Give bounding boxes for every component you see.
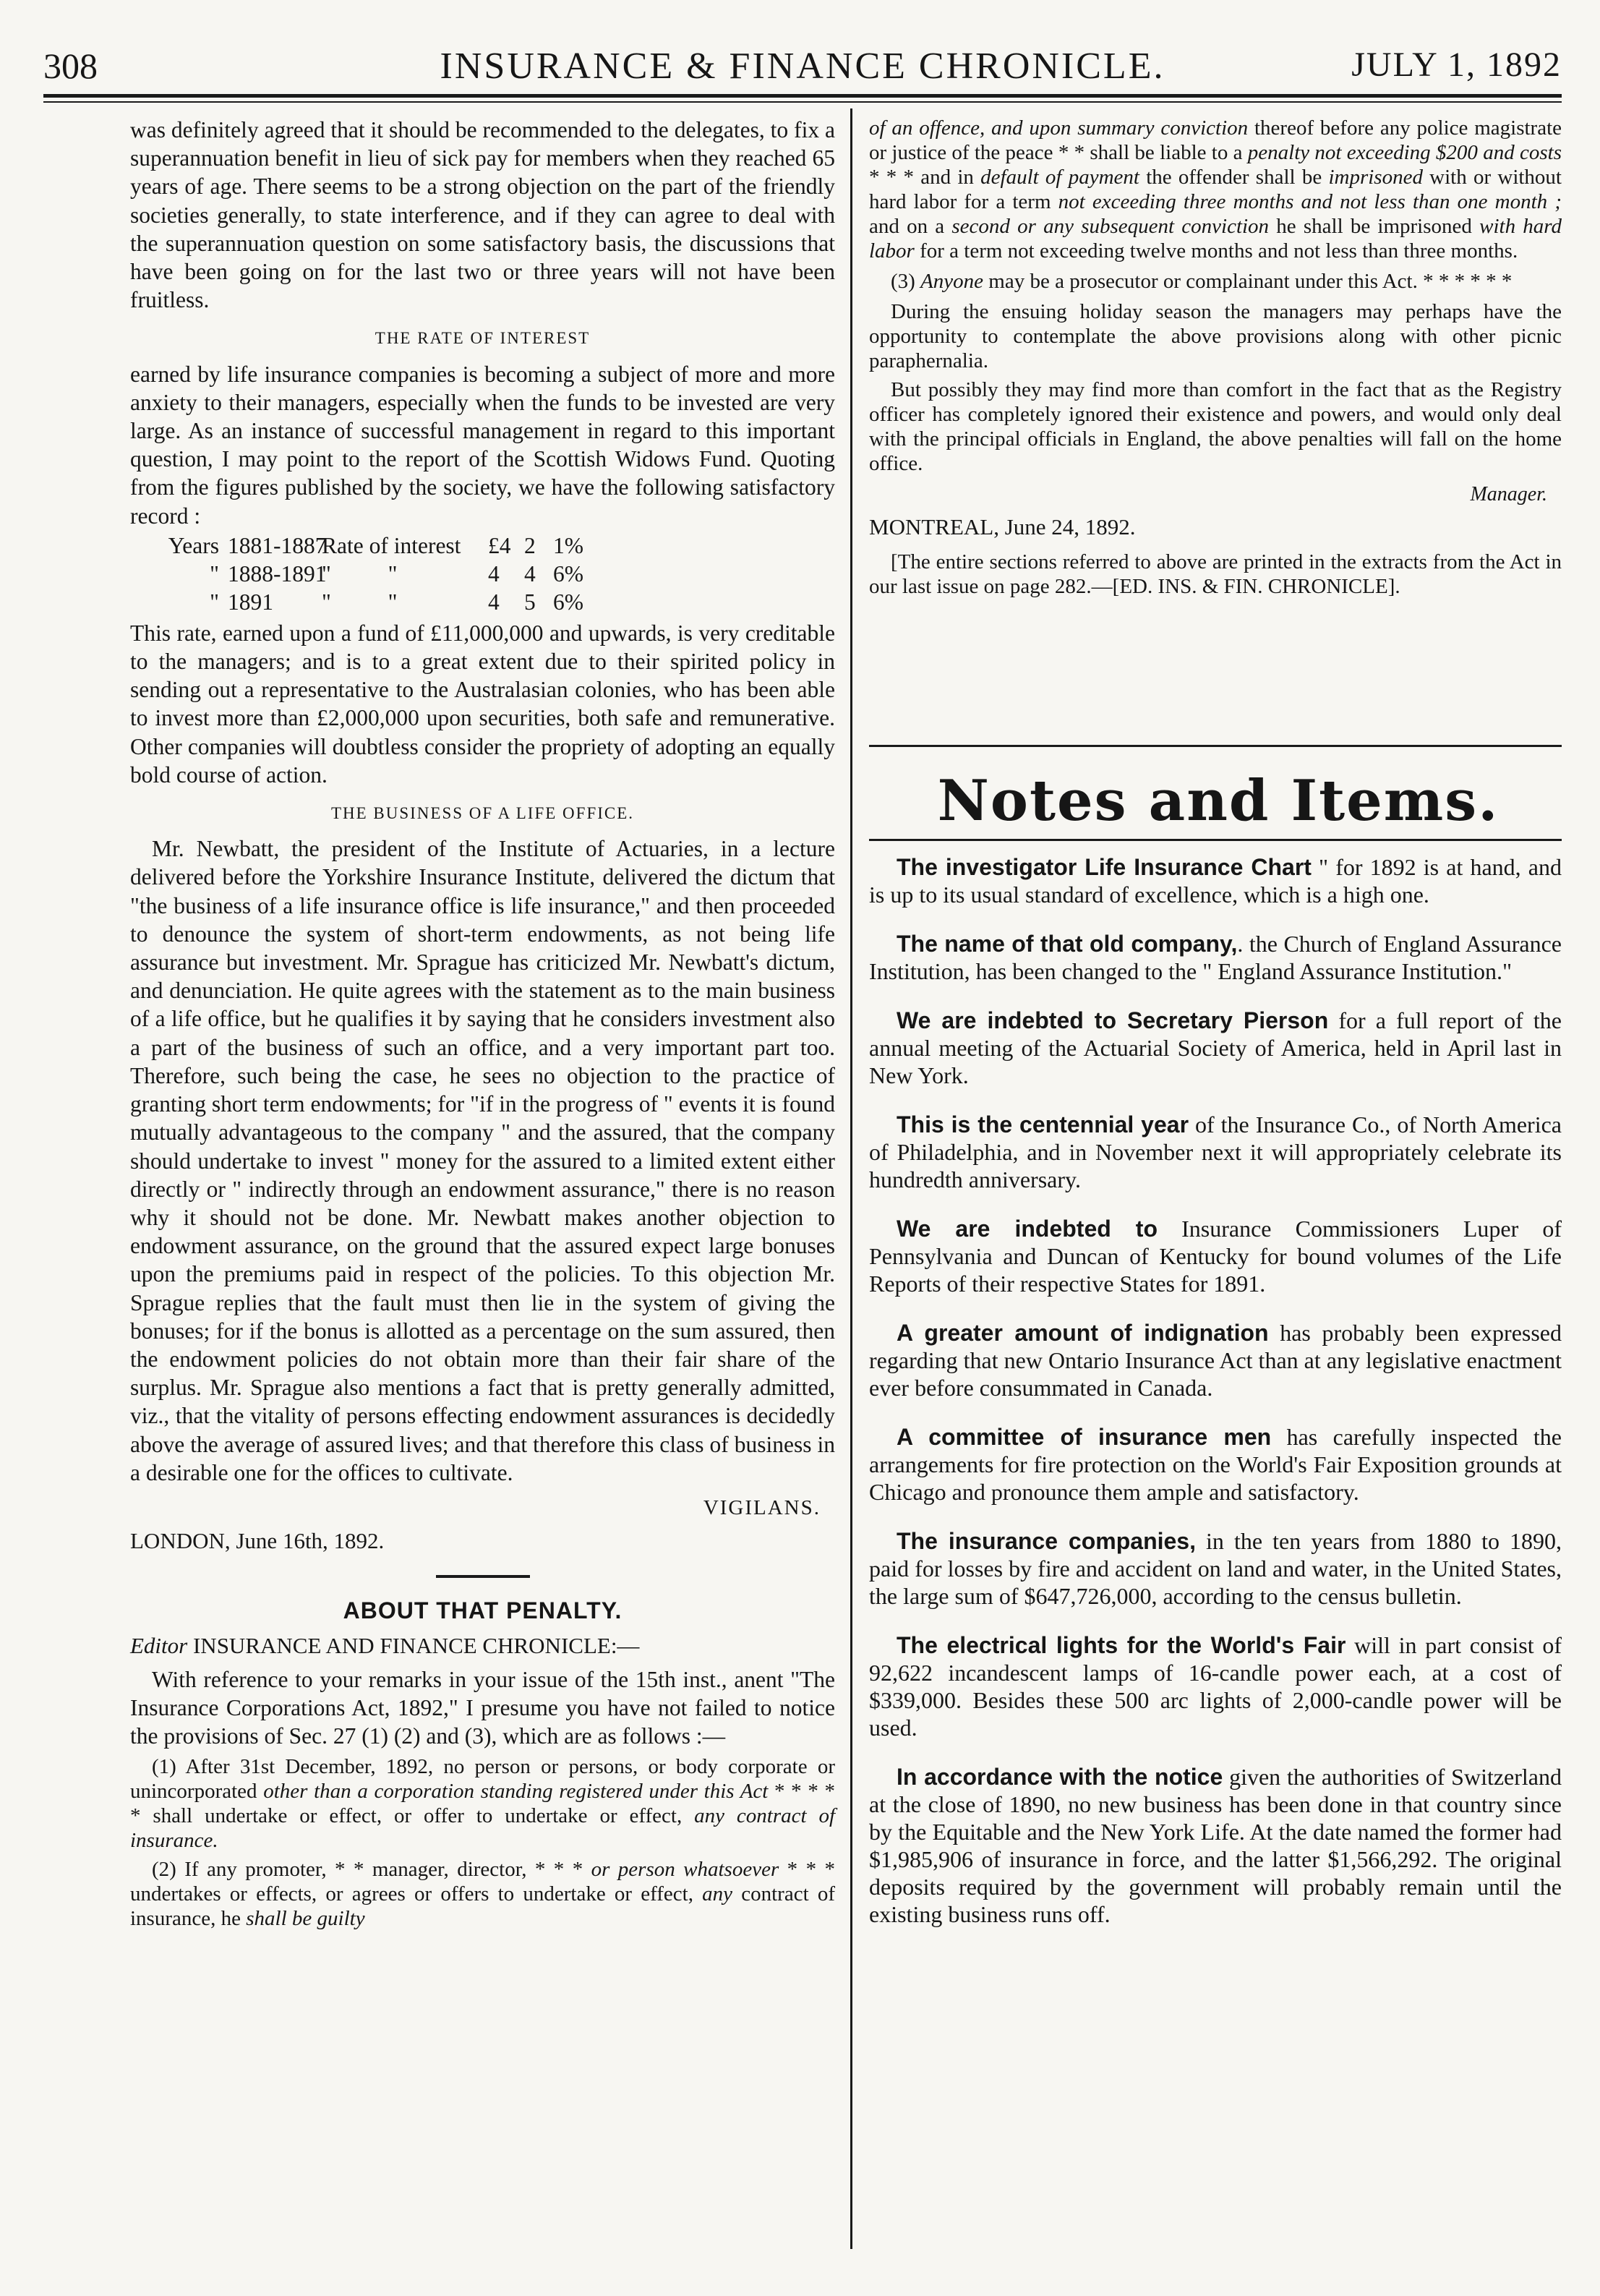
note-text: of the Insurance Co., of North America of Philadelphia, and in November next it will appropriately celebrate its hundredth anniversary. xyxy=(869,1111,1562,1192)
note-lead: We are indebted to Secretary Pierson xyxy=(897,1007,1329,1033)
signature-vigilans: VIGILANS. xyxy=(703,1495,821,1519)
section-27-3 xyxy=(869,269,1562,294)
text-run: contract of insurance, he xyxy=(130,1882,835,1931)
table-cell: " xyxy=(210,560,219,586)
table-cell: " " xyxy=(322,560,398,586)
short-divider xyxy=(436,1575,530,1578)
text-run: Anyone xyxy=(920,270,984,293)
paragraph-newbatt: Mr. Newbatt, the president of the Institute of Actuaries, in a lecture delivered before the Yorkshire Insurance Institute, delivered the dictum that "the business of a life insurance office is life insurance," and then proceeded to denounce the system of short-term endowments, as not being life assurance but investment. Mr. Sprague has criticized Mr. Newbatt's dictum, and denunciation. He quite agrees with the statement as to the main business of a life office, but he qualifies it by saying that he considers investment also a part of the business of such an office, and a very important part too. Therefore, such being the case, he sees no objection to the practice of granting short term endowments; for "if in the progress of " events it is found mutually advantageous to the company " and the assured, that the company should undertake to invest " money for the assured to a limited extent either directly or " indirectly through an endowment assurance," there is no reason why it should not be done. Mr. Newbatt makes another objection to endowment assurance, on the ground that the assured expect large bonuses upon the premiums paid in respect of the policies. To this objection Mr. Sprague replies that the fault must then lie in the system of giving the bonuses; for if the bonus is allotted as a percentage on the sum assured, then the endowment policies do not obtain more than their fair share of the surplus. Mr. Sprague also mentions a fact that is pretty generally admitted, viz., that the vitality of persons effecting endowment assurances is decidedly above the average of assured lives; and that therefore this class of business in a desirable one for the offices to cultivate. xyxy=(130,836,835,1485)
interest-table xyxy=(130,532,835,616)
text-run: with hard labor xyxy=(869,215,1562,263)
text-run: default of payment xyxy=(980,166,1139,189)
list-item xyxy=(869,1319,1562,1401)
note-lead: A committee of insurance men xyxy=(897,1424,1272,1450)
note-lead: A greater amount of indignation xyxy=(897,1320,1269,1346)
section-27-2 xyxy=(130,1857,835,1931)
text-run: second or any subsequent conviction xyxy=(951,215,1270,238)
text-run: or person whatsoever xyxy=(591,1858,779,1882)
article-headline-penalty: ABOUT THAT PENALTY. xyxy=(343,1597,623,1624)
table-cell: 4 xyxy=(488,589,500,615)
list-item xyxy=(869,1631,1562,1741)
table-row xyxy=(130,588,835,616)
note-text: in the ten years from 1880 to 1890, paid for losses by fire and accident on land and water, in the United States, the large sum of $647,726,000, according to the census bulletin. xyxy=(869,1528,1562,1609)
list-item xyxy=(869,1007,1562,1089)
signature-manager: Manager. xyxy=(1470,483,1547,505)
text-run: shall be guilty xyxy=(246,1907,365,1931)
table-cell: 5 xyxy=(524,589,536,615)
note-text: given the authorities of Switzerland at the close of 1890, no new business has been done in that country since by the Equitable and the New York Life. At the date named the former had $1,985,906 of insurance in force, and the latter $1,566,292. The original deposits required by the government will probably remain until the existing business runs off. xyxy=(869,1764,1562,1927)
list-item xyxy=(869,1527,1562,1610)
list-item xyxy=(869,1763,1562,1928)
notes-rule-bottom xyxy=(869,839,1562,841)
table-cell: " xyxy=(210,589,219,615)
table-row xyxy=(130,532,835,560)
paragraph-holiday: During the ensuing holiday season the managers may perhaps have the opportunity to contemplate the above provisions along with other picnic paraphernalia. xyxy=(869,300,1562,372)
text-run: * * * and in xyxy=(869,166,981,189)
table-row xyxy=(130,560,835,588)
note-text: Insurance Commissioners Luper of Pennsylvania and Duncan of Kentucky for bound volumes of the Life Reports of their respective States for 1891. xyxy=(869,1216,1562,1297)
list-item xyxy=(869,930,1562,985)
table-cell: £4 xyxy=(488,532,511,558)
issue-date: JULY 1, 1892 xyxy=(1351,46,1562,84)
text-run: (1) After 31st December, 1892, no person or persons, or body corporate or unincorporated xyxy=(130,1755,835,1804)
text-run: may be a prosecutor or complainant under this Act. * * * * * * xyxy=(983,270,1513,293)
text-run: any contract of insurance. xyxy=(130,1804,835,1853)
editor-label: Editor xyxy=(130,1632,188,1658)
text-run: not exceeding three months and not less than one month ; xyxy=(1058,190,1562,213)
list-item xyxy=(869,1111,1562,1193)
note-text: will in part consist of 92,622 incandescent lamps of 16-candle power each, at a cost of $339,000. Besides these 500 arc lights of 2,000-candle power will be used. xyxy=(869,1632,1562,1741)
section-heading-business: THE BUSINESS OF A LIFE OFFICE. xyxy=(330,804,635,823)
page-header xyxy=(43,45,1562,95)
paragraph-rate-of-interest: earned by life insurance companies is becoming a subject of more and more anxiety to their managers, especially when the funds to be invested are very large. As an instance of successful management in regard to this important question, I may point to the report of the Scottish Widows Fund. Quoting from the figures published by the society, we have the following satisfactory record : xyxy=(130,361,835,529)
text-run: with or without hard labor for a term xyxy=(869,166,1562,213)
note-text: . the Church of England Assurance Institution, has been changed to the " England Assurance Institution." xyxy=(869,931,1562,984)
note-lead: This is the centennial year xyxy=(897,1111,1189,1138)
text-run: * * * * * shall undertake or effect, or offer to undertake or effect, xyxy=(130,1780,836,1828)
notes-and-items-title: Notes and Items. xyxy=(937,768,1500,834)
table-cell: 6% xyxy=(553,589,583,615)
column-divider xyxy=(850,108,852,2249)
editor-note: [The entire sections referred to above are printed in the extracts from the Act in our last issue on page 282.—[ED. INS. & FIN. CHRONICLE]. xyxy=(869,550,1562,599)
table-cell: 6% xyxy=(553,560,583,586)
paragraph-reference: With reference to your remarks in your issue of the 15th inst., anent "The Insurance Corporations Act, 1892," I presume you have not failed to notice the provisions of Sec. 27 (1) (2) and (3), which are as follows :— xyxy=(130,1666,835,1749)
note-lead: The name of that old company, xyxy=(897,931,1238,957)
note-lead: We are indebted to xyxy=(897,1216,1158,1242)
journal-title: INSURANCE & FINANCE CHRONICLE. xyxy=(440,46,1165,87)
dateline-montreal: MONTREAL, June 24, 1892. xyxy=(869,514,1136,540)
text-run: and on a xyxy=(869,215,952,238)
note-text: has carefully inspected the arrangements for fire protection on the World's Fair Exposition grounds at Chicago and pronounce them ample and satisfactory. xyxy=(869,1424,1562,1505)
table-cell: Years xyxy=(168,532,219,558)
note-text: " for 1892 is at hand, and is up to its usual standard of excellence, which is a high one. xyxy=(869,854,1562,908)
paragraph-superannuation: was definitely agreed that it should be recommended to the delegates, to fix a superannuation benefit in lieu of sick pay for members when they reached 65 years of age. There seems to be a strong objection on the part of the friendly societies generally, to state interference, and if they can agree to deal with the superannuation question on some satisfactory basis, the discussions that have been going on for the last two or three years will not have been fruitless. xyxy=(130,117,835,313)
text-run: of an offence, and upon summary conviction xyxy=(869,116,1249,140)
text-run: penalty not exceeding $200 and costs xyxy=(1247,141,1562,164)
note-lead: The electrical lights for the World's Fair xyxy=(897,1632,1346,1658)
table-cell: 1891 xyxy=(228,589,273,615)
note-lead: In accordance with the notice xyxy=(897,1764,1223,1790)
paragraph-registry: But possibly they may find more than comfort in the fact that as the Registry officer has completely ignored their existence and powers, and would only deal with the principal officials in England, the above penalties will fall on the home office. xyxy=(869,378,1562,475)
text-run: he shall be imprisoned xyxy=(1269,215,1480,238)
notes-list xyxy=(869,853,1562,1950)
note-text: has probably been expressed regarding that new Ontario Insurance Act than at any legislative enactment ever before consummated in Canada. xyxy=(869,1320,1562,1401)
text-run: for a term not exceeding twelve months and not less than three months. xyxy=(914,239,1518,263)
text-run: (3) xyxy=(891,270,921,293)
note-text: for a full report of the annual meeting of the Actuarial Society of America, held in April last in New York. xyxy=(869,1007,1562,1088)
paragraph-fund: This rate, earned upon a fund of £11,000,000 and upwards, is very creditable to the managers; and is to a great extent due to their spirited policy in sending out a representative to the Australasian colonies, who has been able to invest more than £2,000,000 upon securities, both safe and remunerative. Other companies will doubtless consider the propriety of adopting an equally bold course of action. xyxy=(130,620,835,788)
list-item xyxy=(869,1423,1562,1506)
left-column xyxy=(130,116,835,1931)
editor-recipient: INSURANCE AND FINANCE CHRONICLE:— xyxy=(192,1632,640,1658)
page-number: 308 xyxy=(43,46,98,86)
text-run: thereof before any police magistrate or justice of the peace * * shall be liable to a xyxy=(869,116,1562,164)
text-run: (2) If any promoter, * * manager, director, * * * xyxy=(152,1858,591,1882)
table-cell: 2 xyxy=(524,532,536,558)
text-run: imprisoned xyxy=(1328,166,1423,189)
list-item xyxy=(869,853,1562,908)
text-run: any xyxy=(702,1882,733,1906)
editor-salutation xyxy=(130,1631,835,1660)
text-run: other than a corporation standing registered under this Act xyxy=(263,1780,769,1804)
table-cell: " " xyxy=(322,589,398,615)
table-cell: Rate of interest xyxy=(322,532,461,558)
text-run: * * * undertakes or effects, or agrees or offers to undertake or effect, xyxy=(130,1858,835,1906)
section-27-1 xyxy=(130,1754,835,1853)
header-rule-thin xyxy=(43,101,1562,103)
section-heading-rate-of-interest: THE RATE OF INTEREST xyxy=(375,329,591,348)
table-cell: 1% xyxy=(553,532,583,558)
table-cell: 1888-1891 xyxy=(228,560,327,586)
dateline-london: LONDON, June 16th, 1892. xyxy=(130,1528,385,1554)
table-cell: 4 xyxy=(524,560,536,586)
list-item xyxy=(869,1215,1562,1297)
notes-rule-top xyxy=(869,745,1562,747)
note-lead: The investigator Life Insurance Chart xyxy=(897,854,1312,880)
section-27-2-continued xyxy=(869,116,1562,263)
right-column xyxy=(869,116,1562,599)
table-cell: 4 xyxy=(488,560,500,586)
header-rule-thick xyxy=(43,94,1562,98)
note-lead: The insurance companies, xyxy=(897,1528,1196,1554)
text-run: the offender shall be xyxy=(1139,166,1329,189)
table-cell: 1881-1887 xyxy=(228,532,327,558)
